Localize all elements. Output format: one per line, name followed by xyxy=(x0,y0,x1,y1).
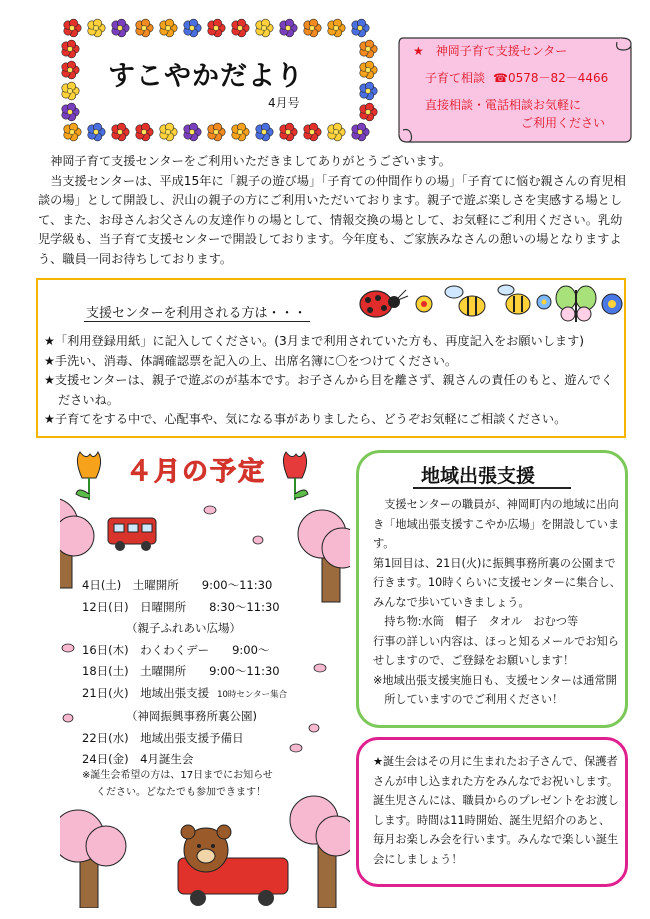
notice-item: ★支援センターは、親子で遊ぶのが基本です。お子さんから目を離さず、親さんの責任のもと、遊んでくださいね。 xyxy=(44,373,614,407)
border-flower-icon xyxy=(256,123,273,141)
border-flower-icon xyxy=(360,82,377,100)
schedule-row-21 xyxy=(82,683,287,707)
border-flower-icon xyxy=(208,123,225,141)
border-flower-icon xyxy=(280,123,297,141)
schedule-note-line-1: ※誕生会希望の方は、17日までにお知らせ xyxy=(82,770,273,781)
border-flower-icon xyxy=(62,103,79,121)
notice-item: ★子育てをする中で、心配事や、気になる事がありましたら、どうぞお気軽にご相談ください。 xyxy=(44,412,567,426)
border-flower-icon xyxy=(64,19,81,37)
schedule-row-21-note: 10時センター集合 xyxy=(217,689,288,700)
border-flower-icon xyxy=(280,19,297,37)
border-flower-icon xyxy=(62,40,79,58)
outreach-title-underline xyxy=(413,487,571,489)
schedule-row: 16日(木) わくわくデー 9:00～ xyxy=(82,642,270,657)
schedule-list xyxy=(82,575,287,771)
flower-icon xyxy=(537,295,551,309)
outreach-paragraph: 行事の詳しい内容は、ほっと知るメールでお知らせしますので、ご登録をお願いします！ xyxy=(373,634,619,667)
border-flower-icon xyxy=(112,123,129,141)
border-flower-icon xyxy=(184,123,201,141)
border-flower-icon xyxy=(184,19,201,37)
sakura-tree-icon xyxy=(60,810,126,908)
schedule-note xyxy=(82,767,273,801)
border-flower-icon xyxy=(88,19,105,37)
newsletter-title: すこやかだより xyxy=(108,61,304,92)
intro-paragraph xyxy=(38,152,628,269)
border-flower-icon xyxy=(64,123,81,141)
outreach-paragraph: 第1回目は、21日(火)に振興事務所裏の公園まで行きます。10時くらいに支援センターに集合し、みんなで歩いていきましょう。 xyxy=(373,556,621,609)
border-flower-icon xyxy=(88,123,105,141)
border-flower-icon xyxy=(62,82,79,100)
border-flower-icon xyxy=(360,103,377,121)
bus-icon xyxy=(108,518,156,551)
schedule-row: （親子ふれあい広場） xyxy=(126,621,241,635)
notice-item: ★「利用登録用紙」に記入してください。(3月まで利用されていた方も、再度記入をお願いします) xyxy=(44,334,585,348)
border-flower-icon xyxy=(304,19,321,37)
sakura-tree-icon xyxy=(290,796,350,908)
border-flower-icon xyxy=(352,123,369,141)
notice-heading: 支援センターを利用される方は・・・ xyxy=(86,306,307,321)
border-flower-icon xyxy=(256,19,273,37)
sakura-tree-icon xyxy=(298,510,350,602)
border-flower-icon xyxy=(208,19,225,37)
border-flower-icon xyxy=(328,19,345,37)
contact-phone[interactable]: ☎0578－82－4466 xyxy=(493,71,609,85)
ladybug-icon xyxy=(360,290,408,317)
schedule-heading: ４月の予定 xyxy=(126,457,267,487)
issue-label: 4月号 xyxy=(268,96,300,110)
schedule-row: 24日(金) 4月誕生会 xyxy=(82,752,194,766)
border-flower-icon xyxy=(360,40,377,58)
outreach-paragraph: ※地域出張支援実施日も、支援センターは通常開所していますのでご利用ください！ xyxy=(373,673,617,706)
border-flower-icon xyxy=(160,123,177,141)
contact-note-2: ご利用ください xyxy=(521,116,606,130)
border-flower-icon xyxy=(360,61,377,79)
notice-list xyxy=(44,332,618,430)
schedule-row-21-main: 21日(火) 地域出張支援 xyxy=(82,685,210,700)
bee-icon xyxy=(445,286,485,316)
border-flower-icon xyxy=(232,123,249,141)
insects-decoration xyxy=(354,278,626,326)
contact-phone-label: 子育て相談 xyxy=(425,71,486,85)
intro-line-1: 神岡子育て支援センターをご利用いただきましてありがとうございます。 xyxy=(50,154,451,168)
outreach-body xyxy=(373,495,621,710)
tulip-icon xyxy=(283,452,308,500)
outreach-paragraph: 持ち物:水筒 帽子 タオル おむつ等 xyxy=(384,615,579,628)
border-flower-icon xyxy=(160,19,177,37)
outreach-title: 地域出張支援 xyxy=(421,465,536,487)
border-flower-icon xyxy=(112,19,129,37)
flower-icon xyxy=(416,296,432,312)
schedule-row: 12日(日) 日曜開所 8:30～11:30 xyxy=(82,599,280,614)
birthday-box xyxy=(356,737,628,887)
contact-scroll xyxy=(395,30,633,146)
schedule-row: 4日(土) 土曜開所 9:00～11:30 xyxy=(82,578,273,592)
schedule-row: 18日(土) 土曜開所 9:00～11:30 xyxy=(82,664,280,678)
outreach-paragraph: 支援センターの職員が、神岡町内の地域に出向き「地域出張支援すこやか広場」を開設しています。 xyxy=(373,498,620,550)
border-flower-icon xyxy=(304,123,321,141)
schedule-row: 22日(水) 地域出張支援予備日 xyxy=(82,730,244,745)
notice-heading-underline xyxy=(84,321,310,322)
border-flower-icon xyxy=(136,19,153,37)
bear-car-icon xyxy=(178,825,288,906)
contact-center: ★ 神岡子育て支援センター xyxy=(413,44,568,58)
border-flower-icon xyxy=(136,123,153,141)
birthday-body: ★誕生会はその月に生まれたお子さんで、保護者さんが申し込まれた方をみんなでお祝いします。誕生児さんには、職員からのプレゼントをお渡しします。時間は11時開始、誕生児紹介のあと、毎月お楽しみ会を行います。みんなで楽しい誕生会にしましょう！ xyxy=(373,755,619,866)
intro-line-2: 当支援センターは、平成15年に「親子の遊び場」「子育ての仲間作りの場」「子育てに悩む親さんの育児相談の場」として開設し、沢山の親子の方にご利用いただいております。親子で遊ぶ楽しさを実感する場として、また、お母さんお父さんの友達作りの場として、情報交換の場として、お気軽にご利用ください。乳幼児学級も、当子育て支援センターで開設しております。今年度も、ご家族みなさんの憩いの場となりますよう、職員一同お待ちしております。 xyxy=(38,173,626,266)
border-flower-icon xyxy=(232,19,249,37)
contact-note-1: 直接相談・電話相談お気軽に xyxy=(425,98,582,112)
butterfly-icon xyxy=(556,286,596,322)
border-flower-icon xyxy=(62,61,79,79)
schedule-note-line-2: ください。どなたでも参加できます！ xyxy=(96,787,266,798)
schedule-row: （神岡振興事務所裏公園) xyxy=(126,709,257,723)
border-flower-icon xyxy=(352,19,369,37)
notice-item: ★手洗い、消毒、体調確認票を記入の上、出席名簿に〇をつけてください。 xyxy=(44,353,458,368)
flower-icon xyxy=(602,294,622,314)
outreach-box xyxy=(356,450,628,728)
notice-box xyxy=(36,278,626,438)
tulip-icon xyxy=(76,452,101,500)
border-flower-icon xyxy=(328,123,345,141)
bee-icon xyxy=(498,285,530,314)
